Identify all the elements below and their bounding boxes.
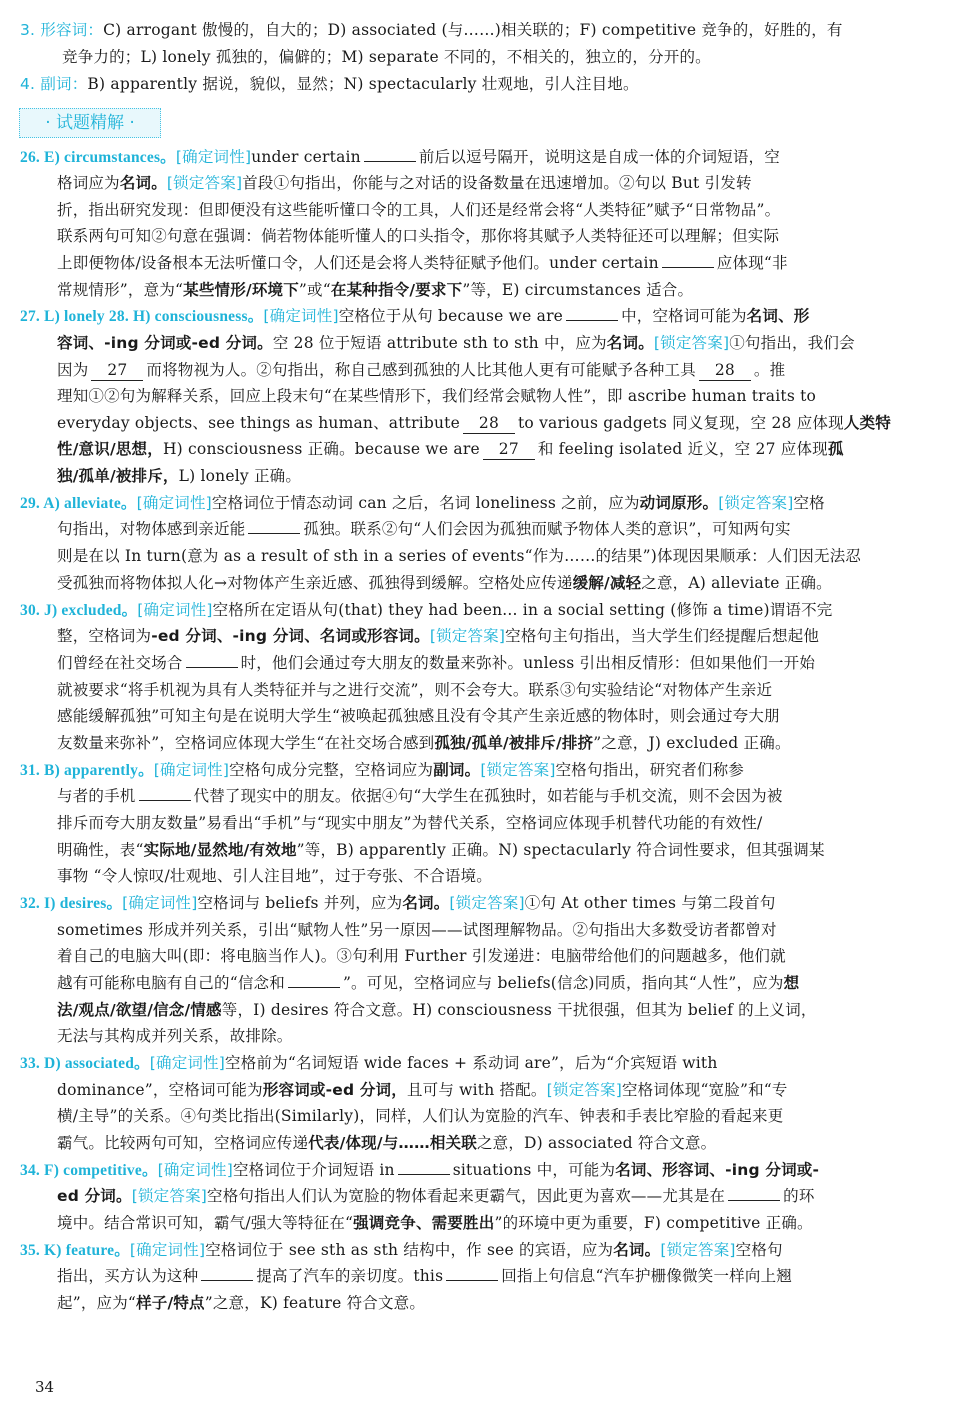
text: 们曾经在社交场合 <box>57 654 183 672</box>
text: 事物 “令人惊叹/壮观地、引人注目地”，过于夸张、不合语境。 <box>57 867 492 885</box>
text: 受孤独而将物体拟人化→对物体产生亲近感、孤独得到缓解。空格处应传递 <box>57 574 573 592</box>
blank <box>201 1280 253 1281</box>
text: 且可与 with 搭配。 <box>406 1081 547 1099</box>
text: ”之意，K) feature 符合文意。 <box>204 1294 426 1312</box>
text: 空格前为“名词短语 wide faces + 系动词 are”，后为“介宾短语 with <box>225 1054 718 1072</box>
text: 空 28 位于短语 attribute sth to sth 中，应为 <box>272 334 607 352</box>
text: 等，I) desires 符合文意。H) consciousness 干扰很强，但其为 belief 的上义词， <box>221 1001 817 1019</box>
bold-text: 实际地/显然地/有效地 <box>143 841 297 859</box>
text: 整，空格词为 <box>57 627 152 645</box>
text: 空格词体现“宽脸”和“专 <box>621 1081 788 1099</box>
pos-tag: [确定词性] <box>137 601 213 619</box>
text: 着自己的电脑大叫(即：将电脑当作人)。③句利用 Further 引发递进：电脑带给他们的问题越多，他们就 <box>57 947 786 965</box>
bold-text: 性/意识/思想， <box>57 440 163 458</box>
answer-tag: [锁定答案] <box>449 894 525 912</box>
item-34-answer: 34. F) competitive。 <box>20 1162 158 1179</box>
text: 空格位于从句 because we are <box>338 307 564 325</box>
item-35-line-1 <box>20 1237 783 1264</box>
answer-tag: [锁定答案] <box>718 494 794 512</box>
text: 空格词位于 see sth as sth 结构中，作 see 的宾语，应为 <box>205 1241 614 1259</box>
text: situations 中，可能为 <box>452 1161 616 1179</box>
pos-tag: [确定词性] <box>136 494 212 512</box>
blank-28: 28 <box>699 360 751 381</box>
bold-text: 样子/特点 <box>136 1294 205 1312</box>
text: 明确性，表“ <box>57 841 144 859</box>
text: 代替了现实中的朋友。依据④句“大学生在孤独时，如若能与手机交流，则不会因为被 <box>193 787 783 805</box>
text: 空格句主句指出，当大学生们经提醒后想起他 <box>505 627 820 645</box>
pos-tag: [确定词性] <box>157 1161 233 1179</box>
bold-text: 某些情形/环境下 <box>183 281 299 299</box>
item-30-line-6 <box>57 730 791 756</box>
text: 空格所在定语从句(that) they had been... in a social setting (修饰 a time)谓语不完 <box>212 601 833 619</box>
text: to various gadgets 同义复现，空 28 应体现 <box>517 414 844 432</box>
bold-text: 孤独/孤单/被排斥/排挤 <box>434 734 594 752</box>
text: ①句指出，我们会 <box>729 334 855 352</box>
answer-tag: [锁定答案] <box>653 334 730 352</box>
text: 空格句成分完整，空格词应为 <box>229 761 434 779</box>
answer-tag: [锁定答案] <box>131 1187 208 1205</box>
text: 理知①②句为解释关系，回应上段末句“在某些情形下，我们经常会赋物人性”，即 ascribe human traits to <box>57 387 817 405</box>
item-33-line-2 <box>57 1077 788 1103</box>
text: 之意，A) alleviate 正确。 <box>641 574 832 592</box>
blank <box>446 1280 498 1281</box>
bold-text: ed 分词。 <box>57 1187 132 1205</box>
text: 排斥而夸大朋友数量”易看出“手机”与“现实中朋友”为替代关系，空格词应体现手机替代功能的有效性/ <box>57 814 763 832</box>
bold-text: 代表/体现/与……相关联 <box>308 1134 477 1152</box>
text: 首段①句指出，你能与之对话的设备数量在迅速增加。②句以 But 引发转 <box>242 174 752 192</box>
item-31-line-5 <box>57 863 492 889</box>
item-29-line-3 <box>57 543 861 569</box>
text: sometimes 形成并列关系，引出“赋物人性”另一原因——试图理解物品。②句指出大多数受访者都曾对 <box>57 921 777 939</box>
item-29-line-1 <box>20 490 825 517</box>
bold-text: 缓解/减轻 <box>572 574 642 592</box>
pos-tag: [确定词性] <box>122 894 198 912</box>
bold-text: 强调竞争、需要胜出 <box>353 1214 495 1232</box>
answer-tag: [锁定答案] <box>166 174 243 192</box>
text: 则是在以 In turn(意为 as a result of sth in a series of events“作为……的结果”)体现因果顺承：人们因无法忍 <box>57 547 862 565</box>
blank-27: 27 <box>91 360 143 381</box>
item-31-line-1 <box>20 757 744 784</box>
text: 上即便物体/设备根本无法听懂口令，人们还是会将人类特征赋予他们。under certain <box>57 254 659 272</box>
text: 而将物视为人。②句指出，称自己感到孤独的人比其他人更有可能赋予各种工具 <box>146 361 696 379</box>
text: 。推 <box>753 361 786 379</box>
item-30-line-1 <box>20 597 833 624</box>
text: 格词应为 <box>57 174 120 192</box>
blank <box>139 800 191 801</box>
pos-tag: [确定词性] <box>263 307 339 325</box>
text: ”之意，J) excluded 正确。 <box>593 734 791 752</box>
item-33-line-3 <box>57 1103 783 1129</box>
bold-text: 法/观点/欲望/信念/情感 <box>57 1001 222 1019</box>
text: 之意，D) associated 符合文意。 <box>476 1134 717 1152</box>
blank <box>288 987 340 988</box>
item-32-line-2 <box>57 917 777 943</box>
item-30-line-4 <box>57 677 772 703</box>
text: 空格词与 beliefs 并列，应为 <box>197 894 403 912</box>
item-32-line-4 <box>57 970 799 996</box>
text: ”或“ <box>298 281 331 299</box>
text: 起”，应为“ <box>57 1294 137 1312</box>
item-30-answer: 30. J) excluded。 <box>20 602 138 619</box>
text: 时，他们会通过夸大朋友的数量来弥补。unless 引出相反情形：但如果他们一开始 <box>240 654 816 672</box>
text: everyday objects、see things as human、attribute <box>57 414 460 432</box>
text: 就被要求“将手机视为具有人类特征并与之进行交流”，则不会夸大。联系③句实验结论“对物体产生亲近 <box>57 681 773 699</box>
text: under certain <box>251 148 361 166</box>
item-34-line-3 <box>57 1210 813 1236</box>
text: 空格 <box>793 494 825 512</box>
text: 境中。结合常识可知，霸气/强大等特征在“ <box>57 1214 354 1232</box>
item-27-28-line-5 <box>57 410 891 436</box>
pos-tag: [确定词性] <box>149 1054 226 1072</box>
text: 空格词位于介词短语 in <box>232 1161 395 1179</box>
item-29-answer: 29. A) alleviate。 <box>20 495 137 512</box>
item-26-line-1 <box>20 144 780 171</box>
blank <box>364 161 416 162</box>
bold-text: 副词。 <box>433 761 481 779</box>
bold-text: 人类特 <box>843 414 891 432</box>
text: 常规情形”，意为“ <box>57 281 184 299</box>
blank <box>566 320 618 321</box>
item-32-answer: 32. I) desires。 <box>20 895 123 912</box>
item-26-line-6 <box>57 277 693 303</box>
text: 和 feeling isolated 近义，空 27 应体现 <box>537 440 828 458</box>
pos-tag: [确定词性] <box>175 148 252 166</box>
section-header-box <box>19 108 161 138</box>
item-32-line-1 <box>20 890 776 917</box>
bold-text: 名词、形 <box>746 307 810 325</box>
item-27-28-line-4 <box>57 383 816 409</box>
item-31-line-4 <box>57 837 825 863</box>
item-31-line-3 <box>57 810 762 836</box>
text: 与者的手机 <box>57 787 136 805</box>
blank <box>662 267 714 268</box>
item-27-28-line-6 <box>57 436 844 462</box>
item-29-line-2 <box>57 516 791 542</box>
page-number: 34 <box>35 1378 55 1396</box>
item-26-line-5 <box>57 250 788 276</box>
item-32-line-3 <box>57 943 786 969</box>
text: 句指出，对物体感到亲近能 <box>57 520 246 538</box>
item-27-28-line-1 <box>20 303 809 330</box>
adverb-label: 4. 副词： <box>20 75 88 93</box>
bold-text: 动词原形。 <box>639 494 719 512</box>
bold-text: 名词。 <box>119 174 167 192</box>
pos-tag: [确定词性] <box>153 761 230 779</box>
item-33-line-4 <box>57 1130 716 1156</box>
text: 孤独。联系②句“人们会因为孤独而赋予物体人类的意识”，可知两句实 <box>303 520 791 538</box>
item-27-28-line-7 <box>57 463 301 489</box>
answer-tag: [锁定答案] <box>429 627 506 645</box>
item-26-line-2 <box>57 170 752 196</box>
text: 因为 <box>57 361 89 379</box>
item-30-line-2 <box>57 623 819 649</box>
item-35-line-3 <box>57 1290 425 1316</box>
text: 前后以逗号隔开，说明这是自成一体的介词短语，空 <box>418 148 780 166</box>
blank <box>186 667 238 668</box>
adjective-text: C) arrogant 傲慢的，自大的；D) associated (与……)相关联的；F) competitive 竞争的，好胜的，有 <box>103 21 843 39</box>
item-29-line-4 <box>57 570 832 596</box>
text: 应体现“非 <box>716 254 788 272</box>
text: 指出，买方认为这种 <box>57 1267 199 1285</box>
bold-text: 容词、-ing 分词或-ed 分词。 <box>57 334 273 352</box>
item-34-line-1 <box>20 1157 819 1184</box>
text: ”的环境中更为重要，F) competitive 正确。 <box>494 1214 813 1232</box>
pos-tag: [确定词性] <box>129 1241 206 1259</box>
section-title: · 试题精解 · <box>45 113 135 133</box>
bold-text: 形容词或-ed 分词， <box>262 1081 407 1099</box>
adverb-text: B) apparently 据说，貌似，显然；N) spectacularly 壮观地，引人注目地。 <box>87 75 639 93</box>
bold-text: 名词。 <box>402 894 450 912</box>
text: ”等，E) circumstances 适合。 <box>462 281 694 299</box>
bold-text: 名词。 <box>606 334 654 352</box>
bold-text: 名词。 <box>613 1241 661 1259</box>
text: 折，指出研究发现：但即便没有这些能听懂口令的工具，人们还是经常会将“人类特征”赋予“日常物品”。 <box>57 201 781 219</box>
item-35-line-2 <box>57 1263 792 1289</box>
item-35-answer: 35. K) feature。 <box>20 1242 130 1259</box>
item-26-line-3 <box>57 197 780 223</box>
answer-tag: [锁定答案] <box>546 1081 622 1099</box>
text: 联系两句可知②句意在强调：倘若物体能听懂人的口头指令，那你将其赋予人类特征还可以理解；但实际 <box>57 227 780 245</box>
text: 空格句指出人们认为宽脸的物体看起来更霸气，因此更为喜欢——尤其是在 <box>207 1187 726 1205</box>
blank <box>248 533 300 534</box>
bold-text: 名词、形容词、-ing 分词或- <box>615 1161 820 1179</box>
item-31-answer: 31. B) apparently。 <box>20 762 154 779</box>
item-26-answer: 26. E) circumstances。 <box>20 149 176 166</box>
bold-text: 想 <box>783 974 800 992</box>
item-30-line-3 <box>57 650 815 676</box>
text: 友数量来弥补”，空格词应体现大学生“在社交场合感到 <box>57 734 435 752</box>
text: 感能缓解孤独”可知主句是在说明大学生“被唤起孤独感且没有令其产生亲近感的物体时，则会通过夸大朋 <box>57 707 780 725</box>
bold-text: 独/孤单/被排斥， <box>57 467 179 485</box>
item-33-line-1 <box>20 1050 718 1077</box>
text: ”等，B) apparently 正确。N) spectacularly 符合词性要求，但其强调某 <box>296 841 825 859</box>
bold-text: 在某种指令/要求下 <box>330 281 463 299</box>
answer-tag: [锁定答案] <box>660 1241 736 1259</box>
text: dominance”，空格词可能为 <box>57 1081 263 1099</box>
item-26-line-4 <box>57 223 779 249</box>
item-33-answer: 33. D) associated。 <box>20 1055 150 1072</box>
item-32-line-6 <box>57 1023 293 1049</box>
item-27-28-line-3 <box>57 357 785 383</box>
item-27-28-answer: 27. L) lonely 28. H) consciousness。 <box>20 308 264 325</box>
answer-tag: [锁定答案] <box>480 761 556 779</box>
text: 空格句 <box>735 1241 783 1259</box>
blank <box>398 1174 450 1175</box>
blank <box>728 1200 780 1201</box>
text: 提高了汽车的亲切度。this <box>256 1267 444 1285</box>
blank-28: 28 <box>463 413 515 434</box>
item-30-line-5 <box>57 703 780 729</box>
adjective-label: 3. 形容词： <box>20 21 104 39</box>
text: H) consciousness 正确。because we are <box>162 440 480 458</box>
blank-27: 27 <box>483 439 535 460</box>
vocab-adjective-line-2 <box>62 44 711 70</box>
text: 无法与其构成并列关系，故排除。 <box>57 1027 293 1045</box>
text: L) lonely 正确。 <box>178 467 302 485</box>
item-31-line-2 <box>57 783 783 809</box>
item-34-line-2 <box>57 1183 815 1209</box>
adjective-text-cont: 竞争力的；L) lonely 孤独的，偏僻的；M) separate 不同的，不相关的，独立的，分开的。 <box>62 48 711 66</box>
vocab-adjective-line-1 <box>20 17 843 43</box>
text: 霸气。比较两句可知，空格词应传递 <box>57 1134 309 1152</box>
text: 越有可能称电脑有自己的“信念和 <box>57 974 285 992</box>
text: 的环 <box>783 1187 815 1205</box>
bold-text: -ed 分词、-ing 分词、名词或形容词。 <box>151 627 430 645</box>
bold-text: 孤 <box>827 440 844 458</box>
text: 回指上句信息“汽车护栅像微笑一样向上翘 <box>501 1267 792 1285</box>
text: 空格句指出，研究者们称参 <box>555 761 745 779</box>
text: ①句 At other times 与第二段首句 <box>524 894 776 912</box>
item-27-28-line-2 <box>57 330 855 356</box>
item-32-line-5 <box>57 997 817 1023</box>
text: 空格词位于情态动词 can 之后，名词 loneliness 之前，应为 <box>211 494 640 512</box>
text: 横/主导”的关系。④句类比指出(Similarly)，同样，人们认为宽脸的汽车、钟表和手表比窄脸的看起来更 <box>57 1107 784 1125</box>
text: ”。可见，空格词应与 beliefs(信念)同质，指向其“人性”，应为 <box>342 974 784 992</box>
vocab-adverb-line <box>20 71 639 97</box>
text: 中，空格词可能为 <box>621 307 747 325</box>
